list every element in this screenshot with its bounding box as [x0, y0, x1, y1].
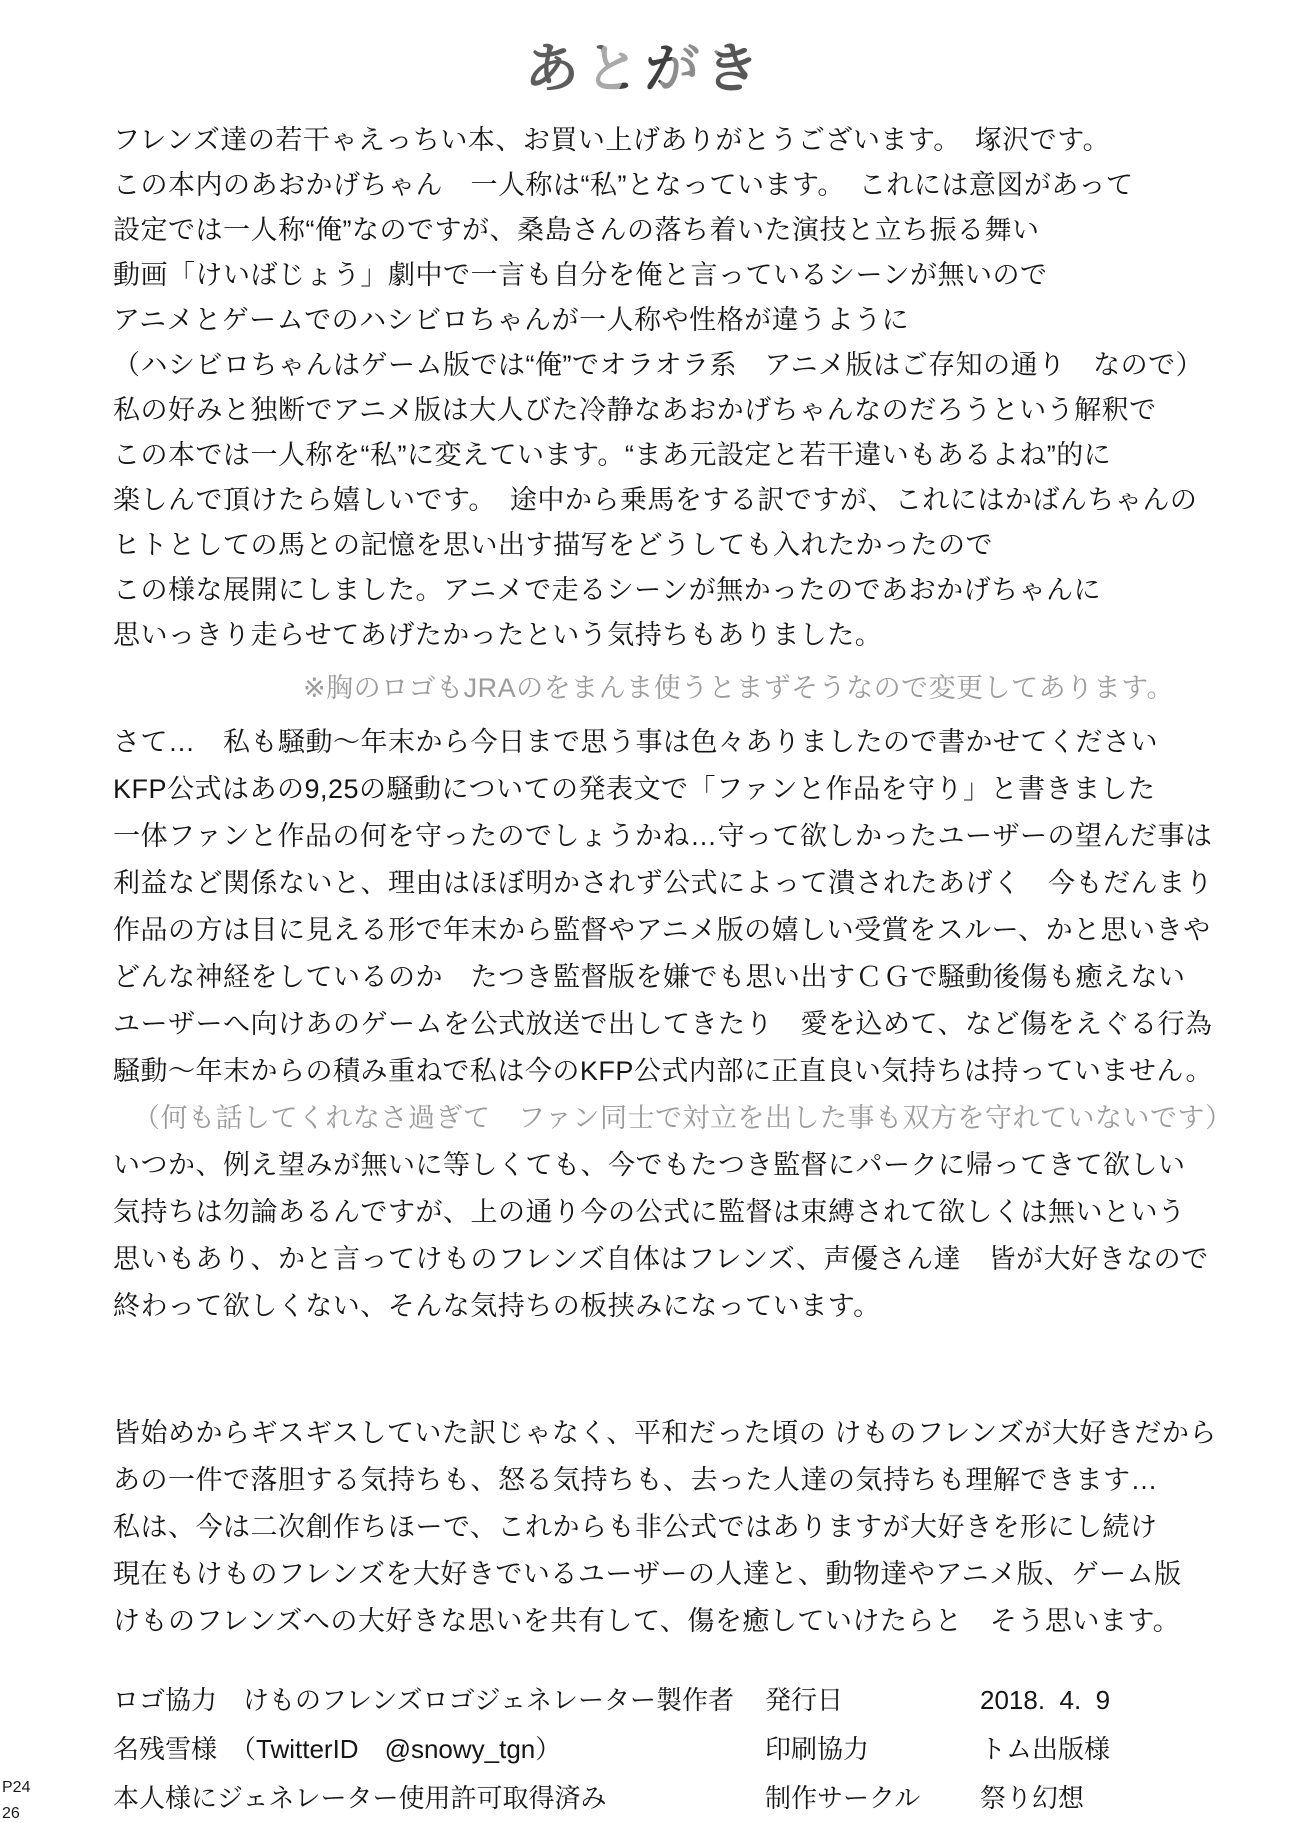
gray-note-logo-change: ※胸のロゴもJRAのをまんま使うとまずそうなので変更してあります。 — [113, 663, 1242, 708]
text-line: 思いもあり、かと言ってけものフレンズ自体はフレンズ、声優さん達 皆が大好きなので — [113, 1233, 1242, 1280]
text-line: 設定では一人称“俺”なのですが、桑島さんの落ち着いた演技と立ち振る舞い — [113, 205, 1242, 250]
text-line: 利益など関係ないと、理由はほぼ明かされず公式によって潰されたあげく 今もだんまり — [113, 857, 1242, 904]
circle-label: 制作サークル — [765, 1774, 980, 1823]
text-line: 楽しんで頂けたら嬉しいです。 途中から乗馬をする訳ですが、これにはかばんちゃんの — [113, 475, 1242, 520]
text-line: （ハシビロちゃんはゲーム版では“俺”でオラオラ系 アニメ版はご存知の通り なので） — [113, 340, 1242, 385]
text-line: 私の好みと独断でアニメ版は大人びた冷静なあおかげちゃんなのだろうという解釈で — [113, 385, 1242, 430]
text-line: この本内のあおかげちゃん 一人称は“私”となっています。 これには意図があって — [113, 160, 1242, 205]
text-line: ユーザーへ向けあのゲームを公式放送で出してきたり 愛を込めて、など傷をえぐる行為 — [113, 998, 1242, 1045]
text-line: 動画「けいばじょう」劇中で一言も自分を俺と言っているシーンが無いので — [113, 250, 1242, 295]
text-line: 私は、今は二次創作ちほーで、これからも非公式ではありますが大好きを形にし続け — [113, 1501, 1242, 1548]
publication-row — [765, 1774, 1235, 1823]
text-line: けものフレンズへの大好きな思いを共有して、傷を癒していけたらと そう思います。 — [113, 1595, 1242, 1642]
publication-row — [765, 1725, 1235, 1774]
text-line: フレンズ達の若干ゃえっちい本、お買い上げありがとうございます。 塚沢です。 — [113, 115, 1242, 160]
credit-line: 名残雪様 （TwitterID @snowy_tgn） — [113, 1725, 734, 1774]
text-line: ヒトとしての馬との記憶を思い出す描写をどうしても入れたかったので — [113, 520, 1242, 565]
page-mark-p24: P24 — [2, 1780, 30, 1796]
publication-label: 発行日 — [765, 1676, 980, 1725]
page-mark-26: 26 — [2, 1806, 20, 1822]
print-coop-value: トム出版様 — [980, 1725, 1110, 1774]
logo-credit-block — [113, 1676, 734, 1823]
text-line: 一体ファンと作品の何を守ったのでしょうかね…守って欲しかったユーザーの望んだ事は — [113, 810, 1242, 857]
paragraph-3 — [113, 1407, 1242, 1642]
print-coop-label: 印刷協力 — [765, 1725, 980, 1774]
text-line: この本では一人称を“私”に変えています。“まあ元設定と若干違いもあるよね”的に — [113, 430, 1242, 475]
credit-line: 本人様にジェネレーター使用許可取得済み — [113, 1774, 734, 1823]
text-line: いつか、例え望みが無いに等しくても、今でもたつき監督にパークに帰ってきて欲しい — [113, 1139, 1242, 1186]
text-line: あの一件で落胆する気持ちも、怒る気持ちも、去った人達の気持ちも理解できます… — [113, 1454, 1242, 1501]
paragraph-2 — [113, 716, 1242, 1327]
circle-name: 祭り幻想 — [980, 1774, 1084, 1823]
text-line: 騒動～年末からの積み重ねで私は今のKFP公式内部に正直良い気持ちは持っていません。 — [113, 1045, 1242, 1092]
text-line: どんな神経をしているのか たつき監督版を嫌でも思い出すＣＧで騒動後傷も癒えない — [113, 951, 1242, 998]
text-line: 終わって欲しくない、そんな気持ちの板挟みになっています。 — [113, 1280, 1242, 1327]
gray-note-parenthetical: （何も話してくれなさ過ぎて ファン同士で対立を出した事も双方を守れていないです） — [113, 1092, 1242, 1139]
publication-info-block — [765, 1676, 1235, 1823]
text-line: この様な展開にしました。アニメで走るシーンが無かったのであおかげちゃんに — [113, 565, 1242, 610]
text-line: 作品の方は目に見える形で年末から監督やアニメ版の嬉しい受賞をスルー、かと思いきや — [113, 904, 1242, 951]
text-line: 現在もけものフレンズを大好きでいるユーザーの人達と、動物達やアニメ版、ゲーム版 — [113, 1548, 1242, 1595]
page-header — [0, 40, 1290, 99]
text-line: 気持ちは勿論あるんですが、上の通り今の公式に監督は束縛されて欲しくは無いという — [113, 1186, 1242, 1233]
atogaki-logo: あとがき — [524, 40, 766, 99]
text-line: 思いっきり走らせてあげたかったという気持ちもありました。 — [113, 610, 1242, 655]
colophon — [113, 1676, 1235, 1823]
publication-date: 2018. 4. 9 — [980, 1676, 1110, 1725]
body-text — [113, 115, 1242, 1642]
text-line: さて… 私も騒動～年末から今日まで思う事は色々ありましたので書かせてください — [113, 716, 1242, 763]
credit-line: ロゴ協力 けものフレンズロゴジェネレーター製作者 — [113, 1676, 734, 1725]
text-line: 皆始めからギスギスしていた訳じゃなく、平和だった頃の けものフレンズが大好きだから — [113, 1407, 1242, 1454]
paragraph-1 — [113, 115, 1242, 655]
text-line: KFP公式はあの9,25の騒動についての発表文で「ファンと作品を守り」と書きました — [113, 763, 1242, 810]
text-line: アニメとゲームでのハシビロちゃんが一人称や性格が違うように — [113, 295, 1242, 340]
publication-row — [765, 1676, 1235, 1725]
